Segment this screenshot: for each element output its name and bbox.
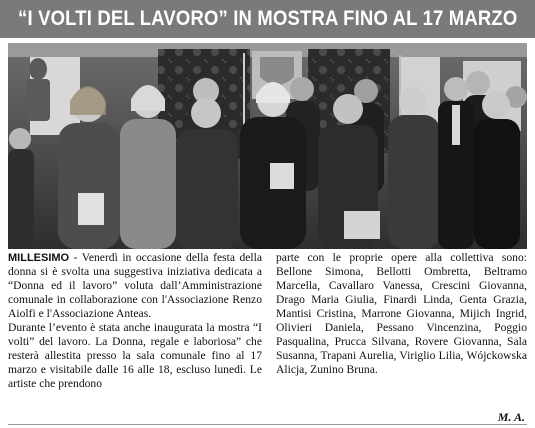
headline: “I VOLTI DEL LAVORO” IN MOSTRA FINO AL 17 MARZO (17, 7, 518, 30)
article-paragraph-2: Durante l’evento è stata anche inaugurata la mostra “I volti” del lavoro. La Donna, regale e laboriosa” che resterà allestita presso la sala comunale fino al 17 marzo e visitabile dalle 16 alle 18, escluso lunedì. Le artiste che prendono (8, 321, 262, 391)
author-signature: M. A. (497, 410, 525, 424)
article-paragraph-3: parte con le proprie opere alla collettiva sono: Bellone Simona, Bellotti Ombretta, Beltramo Marcella, Cavallaro Vanessa, Crescini Giovanna, Drago Maria Giulia, Finardi Linda, Genta Grazia, Mantisi Cristina, Marrone Giovanna, Mijich Ingrid, Olivieri Daniela, Pessano Vincenzina, Poggio Pasqualina, Prucca Silvana, Rovere Giovanna, Sala Susanna, Trapani Aurelia, Viriglio Lilia, Wójckowska Alicja, Zunino Bruna. (276, 251, 527, 377)
article-photo (8, 43, 527, 249)
article-paragraph-1 (8, 251, 262, 321)
article-lead: MILLESIMO (8, 252, 70, 264)
headline-bar (0, 0, 535, 38)
article-paragraph-1-text: - Venerdì in occasione della festa della donna si è svolta una suggestiva iniziativa dedicata a “Donna ed il lavoro” voluta dall’Amministrazione comunale in collaborazione con l'Associazione Renzo Aiolfi e l'Associazione Anteas. (8, 251, 262, 321)
bottom-rule (8, 424, 527, 425)
article-column-right (276, 251, 527, 377)
article-column-left (8, 251, 262, 391)
group-photo-illustration (8, 43, 527, 249)
